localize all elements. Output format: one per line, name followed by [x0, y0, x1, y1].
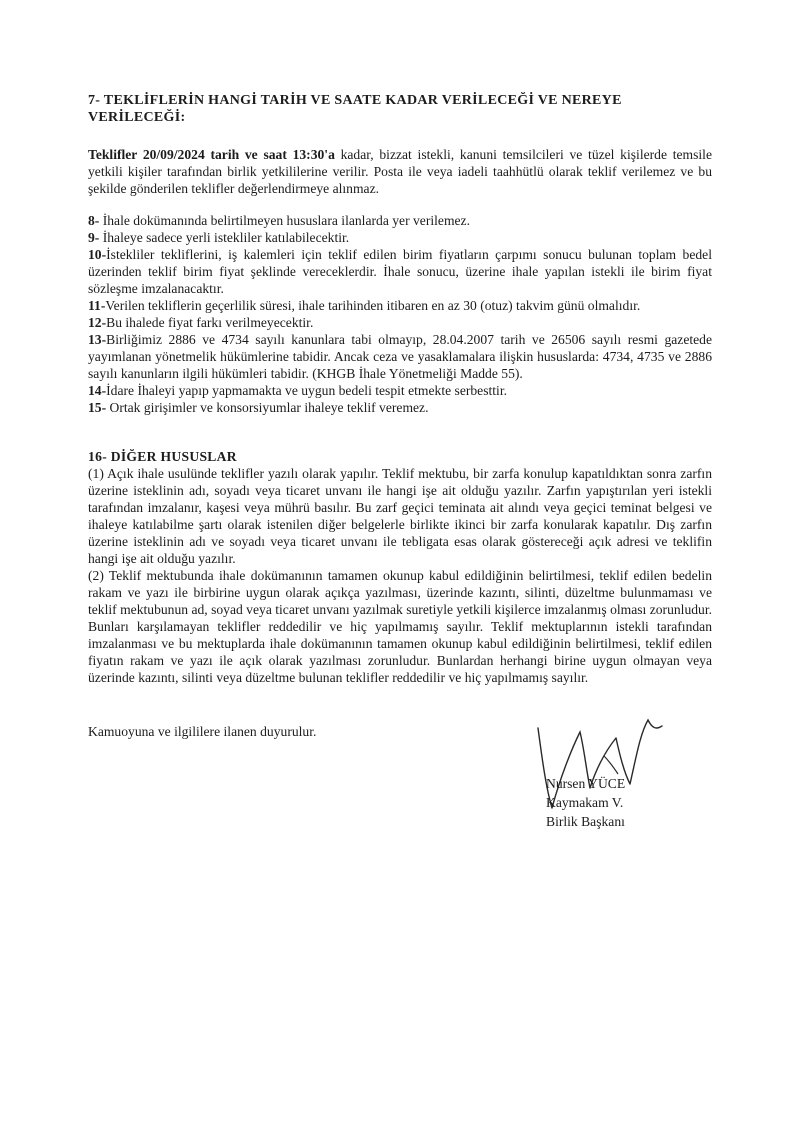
list-item: 13-Birliğimiz 2886 ve 4734 sayılı kanunlara tabi olmayıp, 28.04.2007 tarih ve 26506 sayılı resmi gazetede yayımlanan yönetmelik hükümlerine tabidir. Ancak ceza ve yasaklamalara ilişkin hususlarda: 4734, 4735 ve 2886 sayılı kanunların ilgili hükümleri tabidir. (KHGB İhale Yönetmeliği Madde 55).	[88, 332, 712, 381]
section-16-body	[88, 465, 712, 686]
list-item: 9- İhaleye sadece yerli istekliler katılabilecektir.	[88, 230, 350, 245]
section-7-text: kadar, bizzat istekli, kanuni temsilcileri ve tüzel kişilerde temsile yetkili kişiler tarafından birlik yetkililerine verilir. Posta ile veya iadeli taahhütlü olarak teklif verilemez ve bu şekilde gönderilen teklifler değerlendirmeye alınmaz.	[88, 147, 712, 196]
section-7-heading: 7- TEKLİFLERİN HANGİ TARİH VE SAATE KADAR VERİLECEĞİ VE NEREYE VERİLECEĞİ:	[88, 93, 622, 125]
list-item: 14-İdare İhaleyi yapıp yapmamakta ve uygun bedeli tespit etmekte serbesttir.	[88, 383, 508, 398]
list-item: 15- Ortak girişimler ve konsorsiyumlar ihaleye teklif veremez.	[88, 400, 429, 415]
section-16-paragraph-2: (2) Teklif mektubunda ihale dokümanının tamamen okunup kabul edildiğinin belirtilmesi, teklif edilen bedelin rakam ve yazı ile birbirine uygun olarak açıkça yazılması, üzerinde kazıntı, silinti, düzeltme bulunmaması ve teklif mektubunun ad, soyad veya ticaret unvanı yazılmak suretiyle yetkili kişilerce imzalanmış olması zorunludur. Bunları karşılamayan teklifler reddedilir ve hiç yapılmamış sayılır. Teklif mektuplarının istekli tarafından imzalanması ve bu mektuplarda ihale dokümanının tamamen okunup kabul edildiğinin belirtilmesi, teklif edilen fiyatın rakam ve yazı ile açık olarak yazılması zorunludur. Bunlardan herhangi birine uygun olmayan veya üzerinde kazıntı, silinti veya düzeltme bulunan teklifler reddedilir ve hiç yapılmamış sayılır.	[88, 568, 713, 685]
list-item: 11-Verilen tekliflerin geçerlilik süresi, ihale tarihinden itibaren en az 30 (otuz) takvim günü olmalıdır.	[88, 298, 641, 313]
list-item: 8- İhale dokümanında belirtilmeyen hususlara ilanlarda yer verilemez.	[88, 213, 470, 228]
section-16-paragraph-1: (1) Açık ihale usulünde teklifler yazılı olarak yapılır. Teklif mektubu, bir zarfa konulup kapatıldıktan sonra zarfın üzerine isteklinin adı, soyadı veya ticaret unvanı ile hangi işe ait olduğu yazılır. Zarfın yapıştırılan yeri istekli tarafından imzalanır, kaşesi veya mührü basılır. Bu zarf geçici teminata ait alındı veya geçici teminat belgesi ve ihaleye katılabilme şartı olarak istenilen diğer belgelerle birlikte ikinci bir zarfa konularak kapatılır. Dış zarfın üzerine isteklinin adı ve soyadı veya ticaret unvanı ile tebligata esas olarak göstereceği açık adresi ve teklifin hangi işe ait olduğu yazılır.	[88, 466, 712, 566]
list-item: 12-Bu ihalede fiyat farkı verilmeyecektir.	[88, 315, 314, 330]
signatory-title: Kaymakam V.	[546, 795, 624, 810]
signature-block	[546, 774, 666, 831]
signatory-role: Birlik Başkanı	[546, 814, 625, 829]
signatory-name: Nursen YÜCE	[546, 776, 626, 791]
closing-statement: Kamuoyuna ve ilgililere ilanen duyurulur.	[88, 724, 317, 739]
list-item: 10-İstekliler tekliflerini, iş kalemleri için teklif edilen birim fiyatların çarpımı sonucu bulunan toplam bedel üzerinden teklif birim fiyat şeklinde vereceklerdir. İhale sonucu, üzerine ihale yapılan istekli ile birim fiyat sözleşme imzalanacaktır.	[88, 247, 712, 296]
deadline-text: Teklifler 20/09/2024 tarih ve saat 13:30'a	[88, 147, 335, 162]
section-7-body	[88, 146, 712, 197]
section-16-heading: 16- DİĞER HUSUSLAR	[88, 449, 237, 464]
numbered-items	[88, 212, 712, 416]
